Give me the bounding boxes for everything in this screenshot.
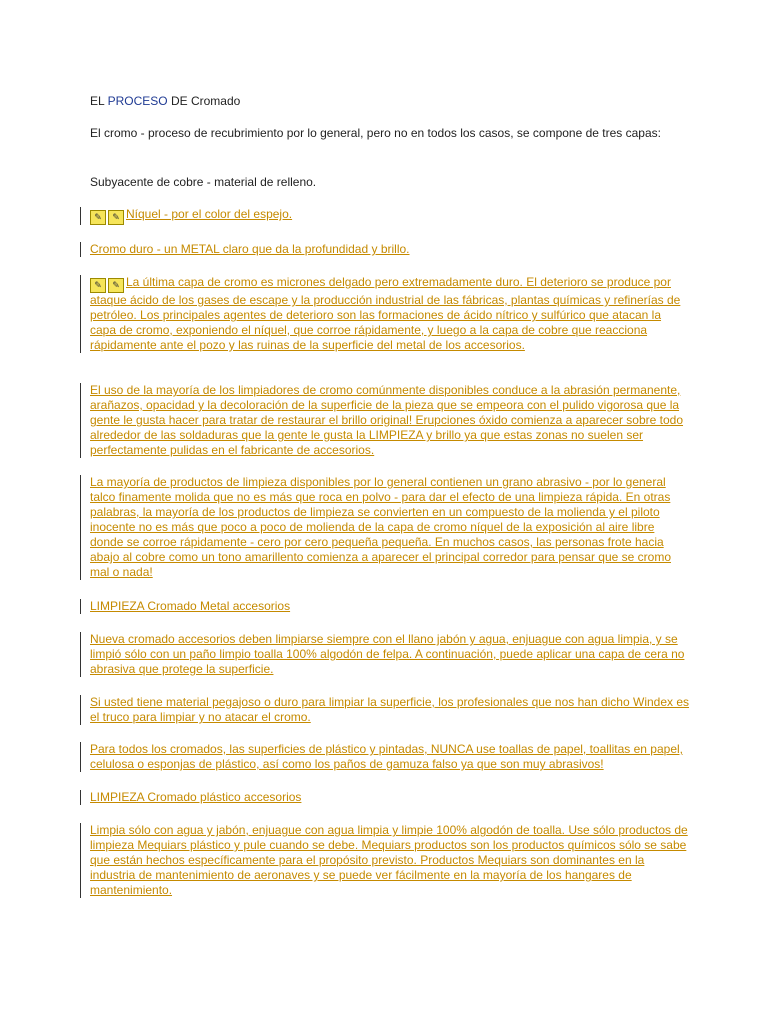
block-windex <box>80 695 690 725</box>
block-text[interactable]: El uso de la mayoría de los limpiadores de cromo comúnmente disponibles conduce a la abrasión permanente, arañazos, opacidad y la decoloración de la superficie de la pieza que se empeora con el pulido vigorosa que la gente le gusta hacer para tratar de restaurar el brillo original! Erupciones óxido comienza a aparecer sobre todo alrededor de las soldaduras que la gente le gusta la LIMPIEZA y brillo ya que estas zonas no suelen ser perfectamente pulidas en el fabricante de accesorios. <box>90 383 684 457</box>
block-productos-abrasivos <box>80 475 690 580</box>
block-limpieza-metal-heading <box>80 599 690 614</box>
block-text[interactable]: Limpia sólo con agua y jabón, enjuague con agua limpia y limpie 100% algodón de toalla. Use sólo productos de limpieza Mequiars plástico y pule cuando se debe. Mequiars productos son los productos químicos sólo se sabe que están hechos específicamente para el propósito previsto. Productos Mequiars son dominantes en la industria de mantenimiento de aeronaves y se puede ver fácilmente en la mayoría de los hangares de mantenimiento. <box>90 823 688 897</box>
block-nueva-cromado <box>80 632 690 677</box>
block-limpiadores <box>80 383 690 458</box>
edit-icon[interactable]: ✎ <box>90 278 106 293</box>
change-bar <box>80 599 81 614</box>
change-bar <box>80 275 81 353</box>
block-text[interactable]: LIMPIEZA Cromado Metal accesorios <box>90 599 291 613</box>
block-text[interactable]: Cromo duro - un METAL claro que da la profundidad y brillo. <box>90 242 410 256</box>
block-text[interactable] <box>90 275 690 353</box>
title-proceso: PROCESO <box>107 94 168 108</box>
change-bar <box>80 475 81 580</box>
change-bar <box>80 207 81 225</box>
intro-paragraph: El cromo - proceso de recubrimiento por lo general, pero no en todos los casos, se compone de tres capas: <box>90 126 661 140</box>
block-text[interactable]: La mayoría de productos de limpieza disponibles por lo general contienen un grano abrasivo - por lo general talco finamente molida que no es más que roca en polvo - para dar el efecto de una limpieza rápida. En otras palabras, la mayoría de los productos de limpieza se convierten en un compuesto de la molienda y el piloto inocente no es más que poco a poco de molienda de la capa de cromo níquel de la exposición al aire libre donde se corroe rápidamente - cero por cero pequeña pequeña. En muchos casos, las personas frote hacia abajo al cobre como un tono amarillento comienza a aparecer el principal corredor para pensar que se cromo mal o nada! <box>90 475 671 579</box>
change-bar <box>80 632 81 677</box>
edit-icon[interactable]: ✎ <box>90 210 106 225</box>
block-nunca <box>80 742 690 772</box>
edit-icon[interactable]: ✎ <box>108 210 124 225</box>
page-title <box>90 94 690 109</box>
block-ultima-capa <box>80 275 690 353</box>
block-text[interactable]: Nueva cromado accesorios deben limpiarse siempre con el llano jabón y agua, enjuague con agua limpia, y se limpió sólo con un paño limpio toalla 100% algodón de felpa. A continuación, puede aplicar una capa de cera no abrasiva que protege la superficie. <box>90 632 685 676</box>
change-bar <box>80 242 81 257</box>
block-limpieza-plastico-heading <box>80 790 690 805</box>
edit-icon[interactable]: ✎ <box>108 278 124 293</box>
title-de: DE <box>170 94 188 108</box>
block-text[interactable]: Si usted tiene material pegajoso o duro para limpiar la superficie, los profesionales que nos han dicho Windex es el truco para limpiar y no atacar el cromo. <box>90 695 690 724</box>
block-text-content: La última capa de cromo es micrones delgado pero extremadamente duro. El deterioro se produce por ataque ácido de los gases de escape y la producción industrial de las fábricas, plantas químicas y refinerías de petróleo. Los principales agentes de deterioro son las formaciones de ácido nítrico y sulfúrico que atacan la capa de cromo, exponiendo el níquel, que corroe rápidamente, y luego a la capa de cobre que reacciona rápidamente ante el pozo y las ruinas de la superficie del metal de los accesorios. <box>90 275 681 352</box>
sub-paragraph: Subyacente de cobre - material de relleno. <box>90 175 317 189</box>
block-mequiars <box>80 823 690 898</box>
change-bar <box>80 790 81 805</box>
change-bar <box>80 742 81 772</box>
change-bar <box>80 383 81 458</box>
block-text[interactable]: Para todos los cromados, las superficies de plástico y pintadas, NUNCA use toallas de papel, toallitas en papel, celulosa o esponjas de plástico, así como los paños de gamuza falso ya que son muy abrasivos! <box>90 742 683 771</box>
block-niquel <box>80 207 690 225</box>
change-bar <box>80 695 81 725</box>
title-cromado: Cromado <box>190 94 241 108</box>
title-el: EL <box>90 94 105 108</box>
block-text-content: Níquel - por el color del espejo. <box>126 207 293 221</box>
block-text[interactable] <box>90 207 690 225</box>
block-text[interactable]: LIMPIEZA Cromado plástico accesorios <box>90 790 302 804</box>
block-cromo-duro <box>80 242 690 257</box>
change-bar <box>80 823 81 898</box>
